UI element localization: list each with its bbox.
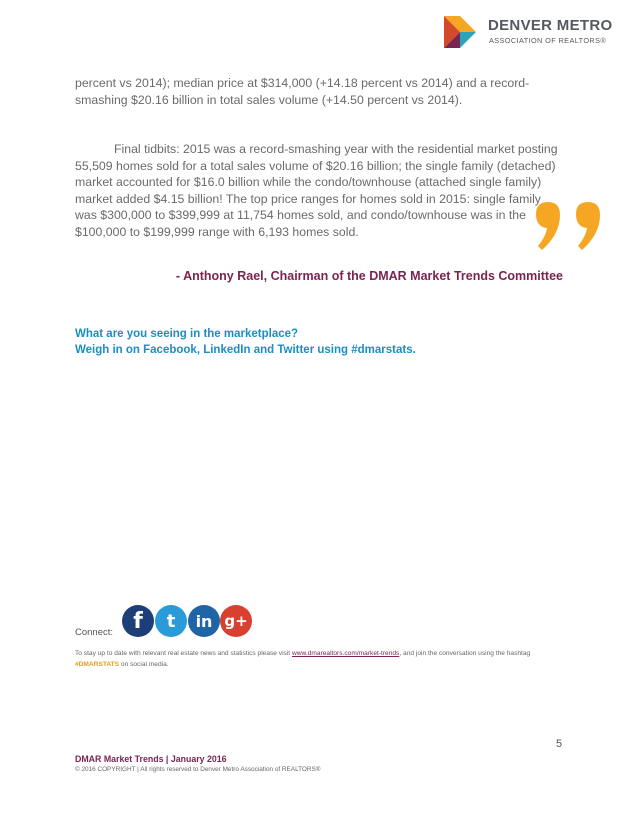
note-text-before: To stay up to date with relevant real estate news and statistics please visit [75, 650, 292, 657]
page-number: 5 [556, 738, 563, 750]
market-trends-link[interactable]: www.dmarealtors.com/market-trends [291, 650, 400, 657]
logo-title: DENVER METRO [488, 17, 613, 34]
twitter-icon[interactable]: t [155, 605, 187, 637]
hashtag: #DMARSTATS [75, 661, 120, 668]
note-text-after: on social media. [119, 661, 169, 668]
cta-line-2: Weigh in on Facebook, LinkedIn and Twitter using #dmarstats. [75, 344, 416, 356]
dmar-logo [442, 14, 618, 50]
body-paragraph-1: percent vs 2014); median price at $314,000 (+14.18 percent vs 2014) and a record-smashing $20.16 billion in total sales volume (+14.50 percent vs 2014). [75, 76, 530, 107]
quote-mark-icon [532, 198, 612, 254]
dmar-logo-mark-icon [442, 14, 478, 50]
call-to-action [75, 326, 416, 358]
logo-subtitle: ASSOCIATION OF REALTORS® [489, 36, 607, 45]
google-plus-icon[interactable]: g+ [220, 605, 252, 637]
note-text-middle: , and join the conversation using the hashtag [399, 650, 531, 657]
footer-copyright: © 2016 COPYRIGHT | All rights reserved to Denver Metro Association of REALTORS® [75, 766, 321, 773]
footer-title: DMAR Market Trends | January 2016 [75, 754, 227, 764]
connect-label: Connect: [75, 627, 114, 638]
linkedin-icon[interactable]: in [188, 605, 220, 637]
cta-line-1: What are you seeing in the marketplace? [75, 328, 299, 340]
body-paragraph-2: Final tidbits: 2015 was a record-smashing year with the residential market posting 55,509 homes sold for a total sales volume of $20.16 billion; the single family (detached) market accounted for $16.0 billion while the condo/townhouse (attached single family) market added $4.15 billion! The top price ranges for homes sold in 2015: single family was $300,000 to $399,999 at 11,754 homes sold, and condo/townhouse was in the $100,000 to $199,999 range with 6,193 homes sold. [75, 142, 558, 239]
stay-updated-note [75, 648, 565, 670]
quote-attribution: - Anthony Rael, Chairman of the DMAR Market Trends Committee [175, 269, 563, 283]
facebook-icon[interactable]: f [122, 605, 154, 637]
